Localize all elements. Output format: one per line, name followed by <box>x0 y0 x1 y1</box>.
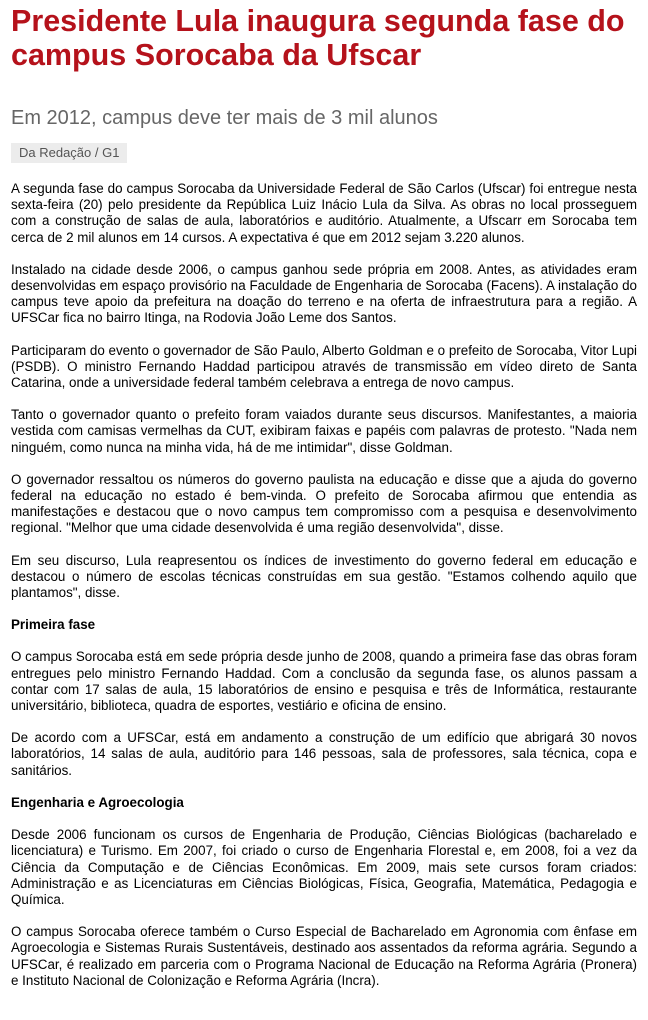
paragraph: O governador ressaltou os números do governo paulista na educação e disse que a ajuda do governo federal na educação no estado é bem-vinda. O prefeito de Sorocaba afirmou que entendia as manifestações e destacou que o novo campus tem compromisso com a pesquisa e desenvolvimento regional. "Melhor que uma cidade desenvolvida é uma região desenvolvida", disse. <box>11 471 637 536</box>
paragraph: Instalado na cidade desde 2006, o campus ganhou sede própria em 2008. Antes, as atividades eram desenvolvidas em espaço provisório na Faculdade de Engenharia de Sorocaba (Facens). A instalação do campus teve apoio da prefeitura na doação do terreno e na oferta de infraestrutura para a região. A UFSCar fica no bairro Itinga, na Rodovia João Leme dos Santos. <box>11 261 637 326</box>
section-heading-engenharia: Engenharia e Agroecologia <box>11 794 184 810</box>
paragraph: De acordo com a UFSCar, está em andamento a construção de um edifício que abrigará 30 novos laboratórios, 14 salas de aula, auditório para 146 pessoas, sala de professores, sala técnica, copa e sanitários. <box>11 730 637 778</box>
section-heading-primeira-fase: Primeira fase <box>11 617 96 633</box>
paragraph: O campus Sorocaba oferece também o Curso Especial de Bacharelado em Agronomia com ênfase em Agroecologia e Sistemas Rurais Sustentáveis, destinado aos assentados da reforma agrária. Segundo a UFSCar, é realizado em parceria com o Programa Nacional de Educação na Reforma Agrária (Pronera) e Instituto Nacional de Colonização e Reforma Agrária (Incra). <box>11 924 637 988</box>
byline-badge: Da Redação / G1 <box>11 143 127 163</box>
subtitle: Em 2012, campus deve ter mais de 3 mil alunos <box>11 107 438 129</box>
paragraph: Desde 2006 funcionam os cursos de Engenharia de Produção, Ciências Biológicas (bacharelado e licenciatura) e Turismo. Em 2007, foi criado o curso de Engenharia Florestal e, em 2008, foi a vez da Ciência da Computação e de Ciências Econômicas. Em 2009, mais sete cursos foram criados: Administração e as Licenciaturas em Ciências Biológicas, Física, Geografia, Matemática, Pedagogia e Química. <box>11 827 637 907</box>
headline: Presidente Lula inaugura segunda fase do campus Sorocaba da Ufscar <box>11 4 625 72</box>
article-body <box>11 181 637 989</box>
paragraph: Tanto o governador quanto o prefeito foram vaiados durante seus discursos. Manifestantes, a maioria vestida com camisas vermelhas da CUT, exibiram faixas e papéis com palavras de protesto. "Nada nem ninguém, como nunca na minha vida, há de me intimidar", disse Goldman. <box>11 407 637 455</box>
paragraph: A segunda fase do campus Sorocaba da Universidade Federal de São Carlos (Ufscar) foi entregue nesta sexta-feira (20) pelo presidente da República Luiz Inácio Lula da Silva. As obras no local prosseguem com a construção de salas de aula, laboratórios e auditório. Atualmente, a Ufscarr em Sorocaba tem cerca de 2 mil alunos em 14 cursos. A expectativa é que em 2012 sejam 3.220 alunos. <box>11 181 637 245</box>
paragraph: O campus Sorocaba está em sede própria desde junho de 2008, quando a primeira fase das obras foram entregues pelo ministro Fernando Haddad. Com a conclusão da segunda fase, os alunos passam a contar com 17 salas de aula, 15 laboratórios de ensino e pesquisa e três de Informática, restaurante universitário, biblioteca, quadra de esportes, vestiário e oficina de ensino. <box>11 649 637 714</box>
paragraph: Em seu discurso, Lula reapresentou os índices de investimento do governo federal em educação e destacou o número de escolas técnicas construídas em sua gestão. "Estamos colhendo aquilo que plantamos", disse. <box>11 552 637 601</box>
paragraph: Participaram do evento o governador de São Paulo, Alberto Goldman e o prefeito de Sorocaba, Vitor Lupi (PSDB). O ministro Fernando Haddad participou através de transmissão em vídeo direto de Santa Catarina, onde a universidade federal também celebrava a entrega de novo campus. <box>11 342 637 391</box>
